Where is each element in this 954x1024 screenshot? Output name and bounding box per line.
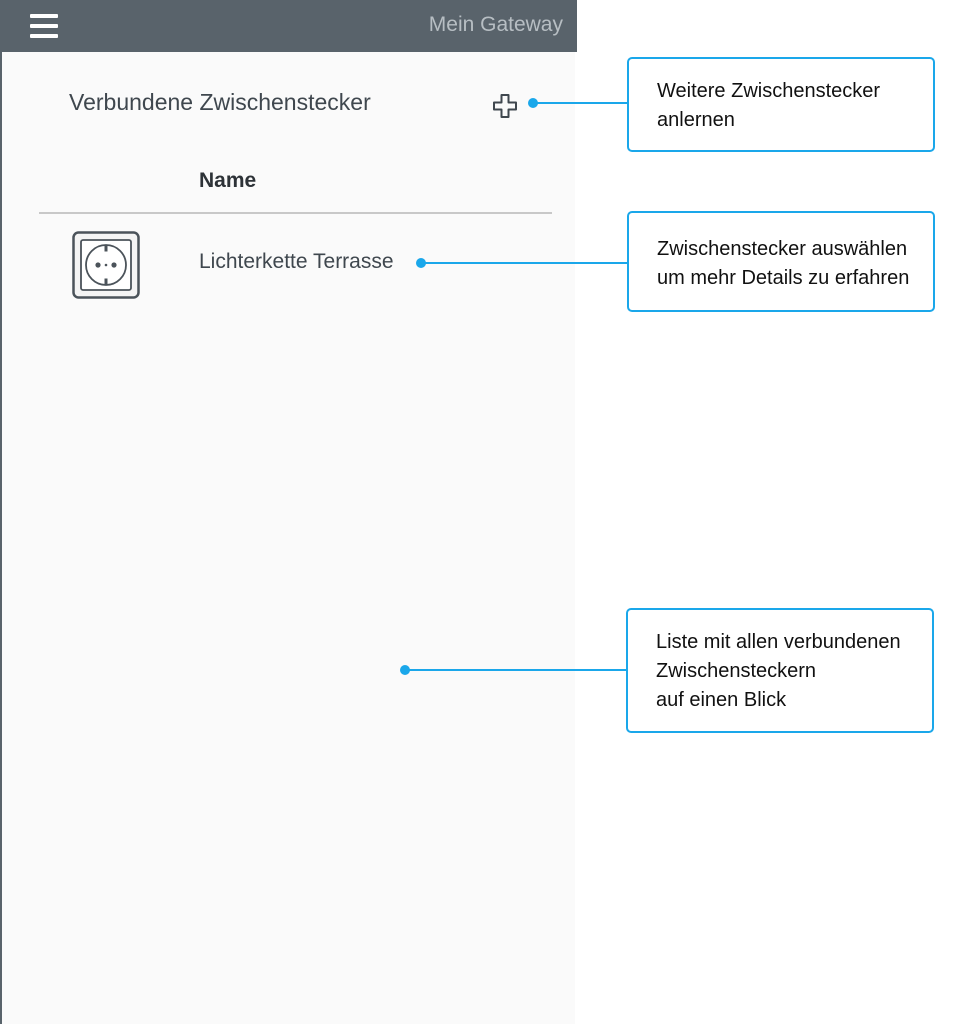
annotation-line: auf einen Blick [656,689,787,711]
connector-dot-row [416,258,426,268]
annotation-line: um mehr Details zu erfahren [657,267,910,289]
annotation-line: Weitere Zwischenstecker [657,80,881,102]
annotation-list [626,608,934,733]
annotation-line: Zwischensteckern [656,660,817,682]
annotation-line: Zwischenstecker auswählen [657,238,908,260]
app-bar-title: Mein Gateway [428,13,563,36]
section-title: Verbundene Zwischenstecker [69,89,371,115]
annotation-line: anlernen [657,109,735,131]
annotation-line: Liste mit allen verbundenen [656,631,901,653]
column-header-name[interactable]: Name [199,169,257,192]
annotation-add-plug [627,57,935,152]
connector-dot-add [528,98,538,108]
annotation-select-plug [627,211,935,312]
connector-dot-list [400,665,410,675]
plug-name: Lichterkette Terrasse [199,250,394,273]
